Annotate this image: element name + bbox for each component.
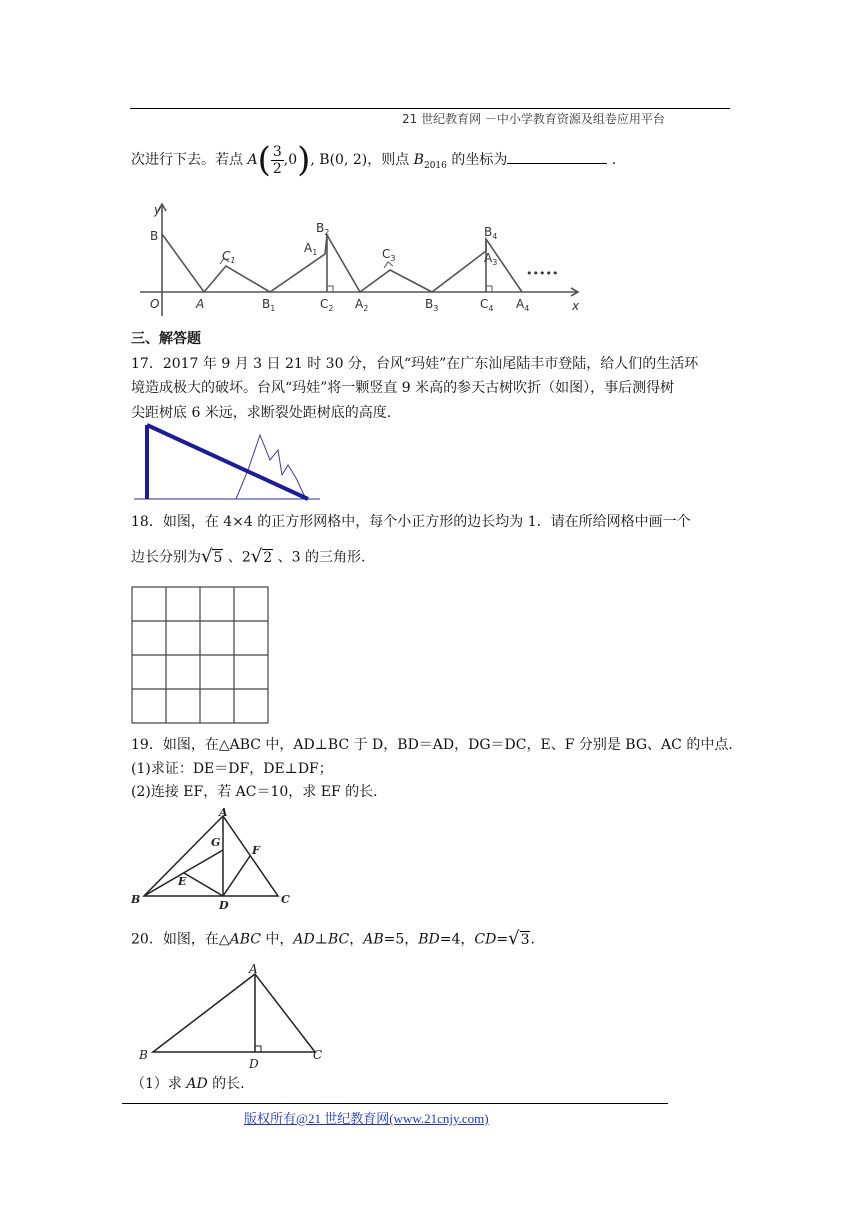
q20-line-1: 20．如图，在△ABC 中，AD⊥BC，AB=5，BD=4，CD=√3. [131, 926, 535, 953]
label-b2: $B_2$ [316, 221, 330, 237]
q16-fraction: $\frac{3}{2}$ [272, 143, 282, 177]
right-angle-c2 [327, 286, 333, 292]
label-a1: $A_1$ [304, 241, 318, 257]
q20-sub-1: （1）求 AD 的长. [131, 1076, 245, 1092]
label-b: B [150, 229, 159, 243]
label-a2: $A_2$ [355, 297, 369, 313]
label-c3: $C_3$ [382, 247, 396, 263]
right-angle-c4 [486, 286, 492, 292]
q19-line-3: (2)连接 EF，若 AC＝10，求 EF 的长. [131, 784, 378, 800]
broken-top [147, 425, 308, 499]
q17-line-1: 17．2017 年 9 月 3 日 21 时 30 分，台风“玛娃”在广东汕尾陆丰市登陆，给人们的生活环 [131, 356, 699, 372]
header-rule [130, 108, 730, 109]
fig19-triangle [128, 806, 298, 910]
label-a: A [196, 297, 205, 311]
label-a: A [249, 962, 258, 976]
fig16-diagram [140, 198, 590, 318]
q19-line-2: (1)求证：DE＝DF，DE⊥DF； [131, 761, 333, 777]
fig20-triangle [135, 962, 335, 1074]
label-a: A [219, 806, 228, 819]
q16-point-a: A [247, 152, 258, 168]
label-b3: $B_3$ [425, 297, 439, 313]
grid-4x4[interactable] [131, 586, 269, 724]
label-a4: $A_4$ [516, 297, 530, 313]
q17-line-2: 境造成极大的破坏。台风“玛娃”将一颗竖直 9 米高的参天古树吹折（如图），事后测得树 [131, 380, 675, 396]
label-b: B [139, 1048, 148, 1062]
label-c2: $C_2$ [320, 297, 334, 313]
sqrt-5: √5 [201, 546, 223, 567]
label-c: C [313, 1048, 323, 1062]
label-f: F [252, 844, 260, 857]
q16-subscript: 2016 [423, 160, 447, 171]
label-b1: $B_1$ [262, 297, 276, 313]
q17-line-3: 尖距树底 6 米远，求断裂处距树底的高度. [131, 405, 392, 421]
q16-text-4: . [607, 152, 617, 168]
label-c: C [281, 893, 290, 906]
label-a3: $A_3$ [484, 251, 498, 267]
q16-point-b: B [413, 152, 424, 168]
label-d: D [249, 1057, 259, 1071]
q18-line-1: 18．如图，在 4×4 的正方形网格中，每个小正方形的边长均为 1．请在所给网格中画一个 [131, 514, 691, 530]
label-d: D [219, 899, 229, 910]
section-title: 三、解答题 [131, 331, 201, 347]
zigzag-path [162, 234, 522, 292]
label-e: E [178, 875, 187, 888]
q16-text-1: 次进行下去。若点 [131, 152, 248, 168]
footer-rule [122, 1103, 668, 1104]
label-x: x [572, 299, 580, 313]
q19-line-1: 19．如图，在△ABC 中，AD⊥BC 于 D，BD＝AD，DG＝DC，E、F 分别是 BG、AC 的中点. [131, 737, 733, 753]
header-text: 21 世纪教育网 －中小学教育资源及组卷应用平台 [402, 112, 665, 126]
label-y: y [154, 203, 162, 217]
label-b: B [131, 893, 141, 906]
q16-answer-blank [507, 149, 607, 164]
mountain-outline [236, 435, 306, 499]
label-b4: $B_4$ [484, 225, 498, 241]
sqrt-3: √3 [508, 928, 530, 949]
label-c1: $C_1$ [222, 249, 236, 265]
q16-text-3: 的坐标为 [446, 152, 508, 168]
q16-text-2: , B(0, 2)，则点 [310, 152, 414, 168]
q16-zero: ,0 [283, 152, 298, 168]
footer-copyright-link[interactable]: 版权所有@21 世纪教育网(www.21cnjy.com) [244, 1111, 489, 1126]
q18-line-2: 边长分别为√5 、2√2 、3 的三角形. [131, 544, 365, 571]
fig17-tree-diagram [130, 420, 325, 505]
label-c4: $C_4$ [480, 297, 494, 313]
label-g: G [211, 836, 221, 849]
sqrt-2: √2 [250, 546, 273, 567]
q16-line: 次进行下去。若点 A( $\frac{3}{2}$ ,0), B(0, 2)，则点 $B_{2016}$ 的坐标为 . [131, 140, 617, 180]
label-ellipsis: ••••• [526, 267, 559, 280]
label-o: O [150, 297, 160, 311]
